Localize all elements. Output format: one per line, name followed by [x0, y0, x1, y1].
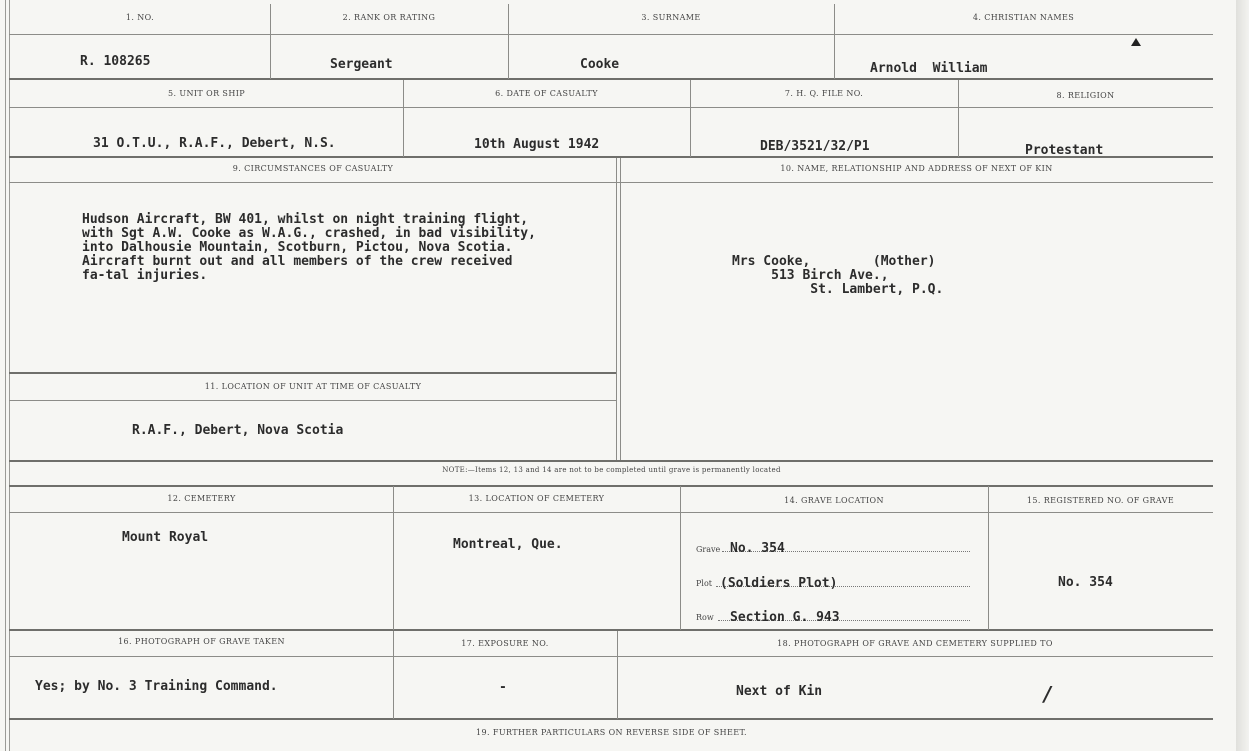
label-religion: 8. RELIGION [1056, 91, 1115, 100]
marginal-ink-mark: / [1042, 682, 1055, 706]
value-exposure-no: - [499, 680, 507, 695]
page-edge-shadow [1236, 0, 1249, 751]
value-photograph-taken: Yes; by No. 3 Training Command. [35, 679, 278, 694]
label-further-particulars: 19. FURTHER PARTICULARS ON REVERSE SIDE OF SHEET. [476, 728, 747, 737]
value-service-number: R. 108265 [80, 54, 151, 69]
row16-bottom-rule [9, 718, 1213, 720]
col-divider [680, 486, 681, 630]
circ-line-2: with Sgt A.W. Cooke as W.A.G., crashed, in bad visibility, [82, 226, 536, 241]
value-unit: 31 O.T.U., R.A.F., Debert, N.S. [93, 136, 336, 151]
note-top-rule [9, 460, 1213, 462]
circ-line-5: fa-tal injuries. [82, 268, 208, 283]
row-sublabel: Row [696, 613, 714, 622]
value-plot: (Soldiers Plot) [720, 576, 838, 591]
row16-label-rule [9, 656, 1213, 657]
label-christian-names: 4. CHRISTIAN NAMES [972, 13, 1075, 22]
label-photograph-taken: 16. PHOTOGRAPH OF GRAVE TAKEN [118, 637, 285, 646]
value-surname: Cooke [580, 57, 620, 72]
value-row: Section G. 943 [730, 610, 840, 625]
value-photograph-supplied: Next of Kin [736, 684, 823, 699]
grave-sublabel: Grave [696, 545, 721, 554]
value-file: DEB/3521/32/P1 [760, 139, 870, 154]
kin-line-1: Mrs Cooke, (Mother) [732, 254, 936, 269]
col-divider [988, 486, 989, 630]
value-christian-names: Arnold William [870, 61, 988, 76]
label-grave-location: 14. GRAVE LOCATION [784, 496, 884, 505]
label-circumstances: 9. CIRCUMSTANCES OF CASUALTY [232, 164, 394, 173]
row1-bottom-rule [9, 78, 1213, 80]
label-exposure-no: 17. EXPOSURE NO. [461, 639, 549, 648]
col-divider [616, 158, 617, 460]
value-registered-no: No. 354 [1058, 575, 1113, 590]
label-no: 1. NO. [125, 13, 155, 22]
row12-top-rule [9, 485, 1213, 487]
value-cemetery: Mount Royal [122, 530, 209, 545]
row1-label-rule [9, 34, 1213, 35]
row11-label-rule [9, 400, 616, 401]
ink-mark-icon [1131, 38, 1141, 46]
row12-label-rule [9, 512, 1213, 513]
value-location-of-cemetery: Montreal, Que. [453, 537, 563, 552]
value-date: 10th August 1942 [474, 137, 600, 152]
label-date: 6. DATE OF CASUALTY [495, 89, 598, 98]
circ-line-1: Hudson Aircraft, BW 401, whilst on night training flight, [82, 212, 529, 227]
label-photograph-supplied: 18. PHOTOGRAPH OF GRAVE AND CEMETERY SUPPLIED TO [777, 639, 1053, 648]
label-surname: 3. SURNAME [641, 13, 701, 22]
value-rank: Sergeant [330, 57, 393, 72]
label-unit: 5. UNIT OR SHIP [167, 89, 246, 98]
label-location-of-unit: 11. LOCATION OF UNIT AT TIME OF CASUALTY [204, 382, 422, 391]
col-divider [393, 486, 394, 630]
value-religion: Protestant [1025, 143, 1104, 158]
label-next-of-kin: 10. NAME, RELATIONSHIP AND ADDRESS OF NEXT OF KIN [780, 164, 1053, 173]
row11-top-rule [9, 372, 616, 374]
value-location-of-unit: R.A.F., Debert, Nova Scotia [132, 423, 344, 438]
circ-line-3: into Dalhousie Mountain, Scotburn, Pictou, Nova Scotia. [82, 240, 513, 255]
kin-line-2: 513 Birch Ave., [732, 268, 889, 283]
value-grave: No. 354 [730, 541, 785, 556]
note-text: NOTE:—Items 12, 13 and 14 are not to be completed until grave is permanently located [442, 466, 781, 474]
label-file: 7. H. Q. FILE NO. [784, 89, 864, 98]
row12-bottom-rule [9, 629, 1213, 631]
row3-label-rule [9, 182, 1213, 183]
kin-line-3: St. Lambert, P.Q. [732, 282, 944, 297]
left-margin-line [5, 0, 6, 751]
label-registered-no: 15. REGISTERED NO. OF GRAVE [1026, 496, 1175, 505]
label-cemetery: 12. CEMETERY [167, 494, 236, 503]
circ-line-4: Aircraft burnt out and all members of the crew received [82, 254, 513, 269]
label-location-of-cemetery: 13. LOCATION OF CEMETERY [468, 494, 605, 503]
col-divider-double [620, 158, 621, 460]
row2-label-rule [9, 107, 1213, 108]
label-rank: 2. RANK OR RATING [342, 13, 436, 22]
plot-sublabel: Plot [696, 579, 712, 588]
